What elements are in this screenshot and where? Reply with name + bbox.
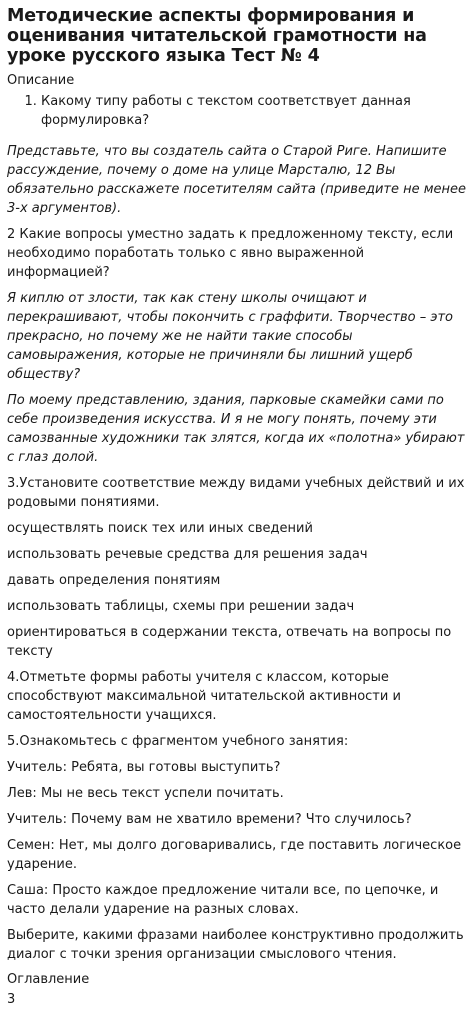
paragraph: Учитель: Ребята, вы готовы выступить? [7,760,281,775]
paragraph: Лев: Мы не весь текст успели почитать. [7,786,284,801]
paragraph: осуществлять поиск тех или иных сведений [7,521,313,536]
toc-value: 3 [7,992,16,1007]
paragraph: Представьте, что вы создатель сайта о Старой Риге. Напишите рассуждение, почему о доме на улице Марсталю, 12 Вы обязательно расскажете посетителям сайта (приведите не менее 3-х аргументов). [7,144,467,216]
question-body [7,142,467,964]
paragraph: Саша: Просто каждое предложение читали все, по цепочке, и часто делали ударение на разных словах. [7,883,439,917]
paragraph: Учитель: Почему вам не хватило времени? Что случилось? [7,812,412,827]
paragraph: Семен: Нет, мы долго договаривались, где поставить логическое ударение. [7,838,462,872]
question-1: 1. Какому типу работы с текстом соответствует данная формулировка? [41,92,467,130]
paragraph: использовать таблицы, схемы при решении задач [7,599,355,614]
paragraph: ориентироваться в содержании текста, отвечать на вопросы по тексту [7,625,452,659]
paragraph: 3.Установите соответствие между видами учебных действий и их родовыми понятиями. [7,476,465,510]
description-label: Описание [7,73,75,88]
paragraph: 2 Какие вопросы уместно задать к предложенному тексту, если необходимо поработать только с явно выраженной информацией? [7,227,454,280]
paragraph: 4.Отметьте формы работы учителя с классом, которые способствуют максимальной читательской активности и самостоятельности учащихся. [7,670,401,723]
question-list [7,92,467,130]
paragraph: По моему представлению, здания, парковые скамейки сами по себе произведения искусства. И я не могу понять, почему эти самозванные художники так злятся, когда их «полотна» убирают с глаз долой. [7,393,465,465]
paragraph: Выберите, какими фразами наиболее конструктивно продолжить диалог с точки зрения организации смыслового чтения. [7,928,464,962]
paragraph: 5.Ознакомьтесь с фрагментом учебного занятия: [7,734,349,749]
page-title: Методические аспекты формирования и оценивания читательской грамотности на уроке русского языка Тест № 4 [7,6,427,66]
toc-label: Оглавление [7,972,90,987]
paragraph: Я киплю от злости, так как стену школы очищают и перекрашивают, чтобы покончить с граффити. Творчество – это прекрасно, но почему же не найти такие способы самовыражения, которые не причиняли бы лишний ущерб обществу? [7,291,453,382]
paragraph: использовать речевые средства для решения задач [7,547,368,562]
paragraph: давать определения понятиям [7,573,221,588]
